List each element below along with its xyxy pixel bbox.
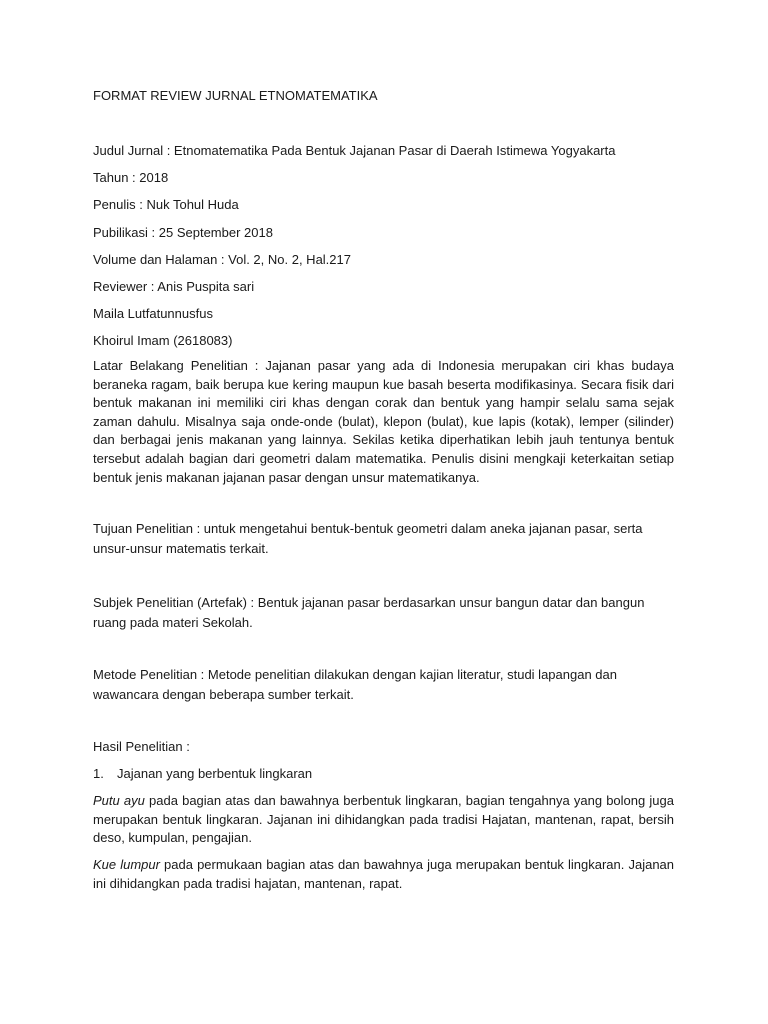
- paragraph-subjek: Subjek Penelitian (Artefak) : Bentuk jajanan pasar berdasarkan unsur bangun datar dan bangun ruang pada materi Sekolah.: [93, 595, 645, 630]
- field-tahun: Tahun : 2018: [93, 170, 169, 185]
- field-publikasi: Pubilikasi : 25 September 2018: [93, 225, 273, 240]
- field-volume: Volume dan Halaman : Vol. 2, No. 2, Hal.217: [93, 252, 351, 267]
- putu-ayu-description: pada bagian atas dan bawahnya berbentuk lingkaran, bagian tengahnya yang bolong juga merupakan bentuk lingkaran. Jajanan ini dihidangkan pada tradisi Hajatan, mantenan, rapat, bersih deso, kumpulan, pengajian.: [93, 793, 674, 846]
- heading-hasil: Hasil Penelitian :: [93, 739, 190, 754]
- paragraph-putu-ayu: [93, 792, 674, 848]
- term-kue-lumpur: Kue lumpur: [93, 857, 160, 872]
- paragraph-latar-belakang: Latar Belakang Penelitian : Jajanan pasar yang ada di Indonesia merupakan ciri khas budaya beraneka ragam, baik berupa kue kering maupun kue basah beserta modifikasinya. Secara fisik dari bentuk makanan ini memiliki ciri khas dengan corak dan bentuk yang hampir selalu sama sejak zaman dahulu. Misalnya saja onde-onde (bulat), klepon (bulat), kue lapis (kotak), lemper (silinder) dan berbagai jenis makanan yang lainnya. Sekilas ketika diperhatikan lebih jauh tentunya bentuk tersebut adalah bagian dari geometri dalam matematika. Penulis disini mengkaji keterkaitan setiap bentuk jenis makanan jajanan pasar dengan unsur matematikanya.: [93, 358, 674, 485]
- field-reviewer: Reviewer : Anis Puspita sari: [93, 279, 255, 294]
- document-title: FORMAT REVIEW JURNAL ETNOMATEMATIKA: [93, 88, 378, 103]
- field-reviewer-2: Maila Lutfatunnusfus: [93, 306, 213, 321]
- term-putu-ayu: Putu ayu: [93, 793, 145, 808]
- list-item-text: Jajanan yang berbentuk lingkaran: [117, 766, 313, 781]
- field-judul: Judul Jurnal : Etnomatematika Pada Bentuk Jajanan Pasar di Daerah Istimewa Yogyakarta: [93, 143, 616, 158]
- kue-lumpur-description: pada permukaan bagian atas dan bawahnya juga merupakan bentuk lingkaran. Jajanan ini dihidangkan pada tradisi hajatan, mantenan, rapat.: [93, 857, 675, 891]
- list-item-number: 1.: [93, 766, 104, 781]
- paragraph-kue-lumpur: [93, 856, 674, 893]
- field-penulis: Penulis : Nuk Tohul Huda: [93, 197, 239, 212]
- paragraph-metode: Metode Penelitian : Metode penelitian dilakukan dengan kajian literatur, studi lapangan dan wawancara dengan beberapa sumber terkait.: [93, 667, 617, 702]
- field-reviewer-3: Khoirul Imam (2618083): [93, 333, 233, 348]
- paragraph-tujuan: Tujuan Penelitian : untuk mengetahui bentuk-bentuk geometri dalam aneka jajanan pasar, serta unsur-unsur matematis terkait.: [93, 521, 643, 556]
